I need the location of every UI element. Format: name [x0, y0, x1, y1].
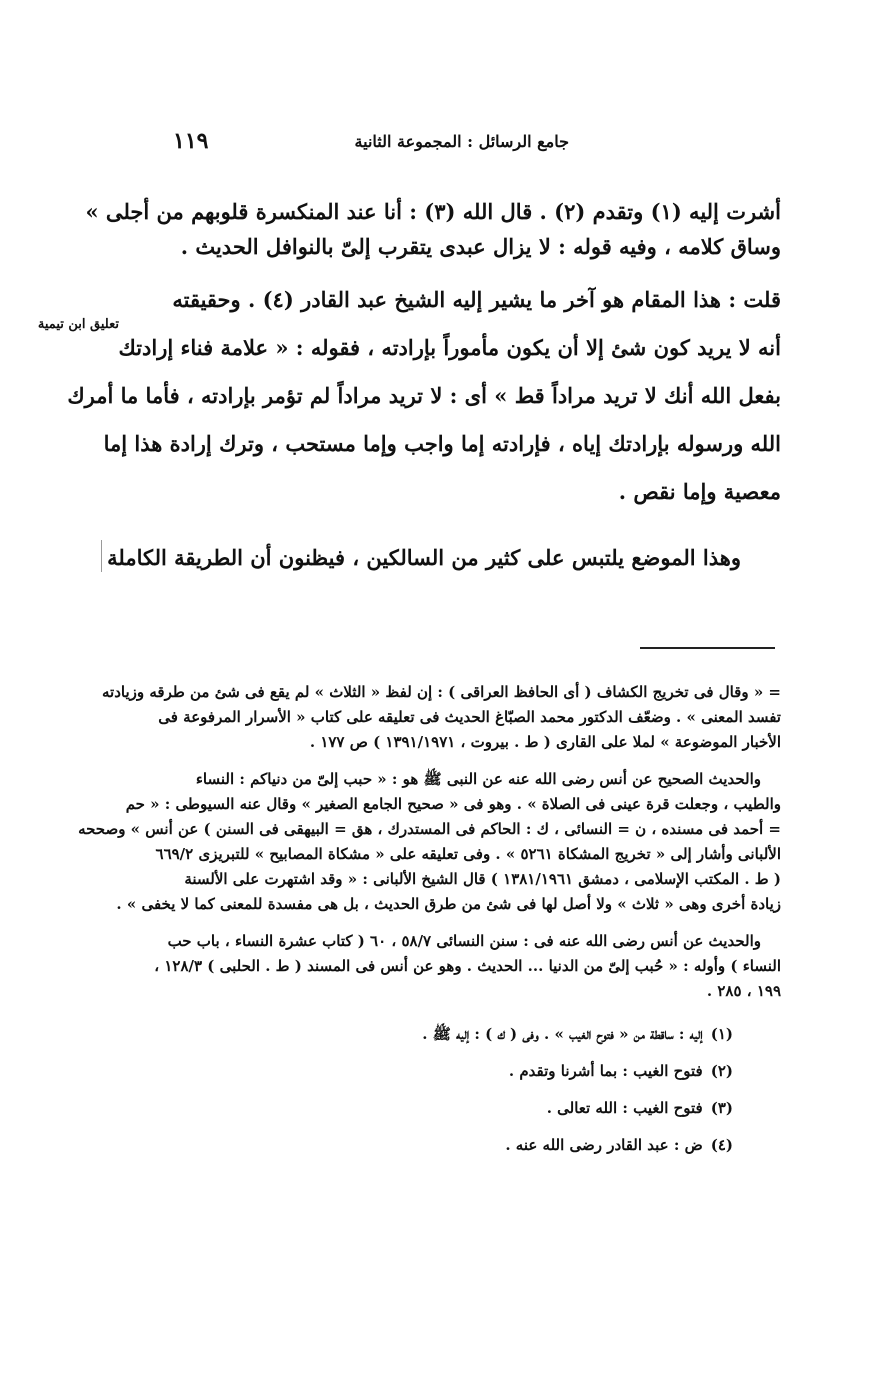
footnote-line: ( ط . المكتب الإسلامى ، دمشق ١٣٨١/١٩٦١ ) قال الشيخ الألبانى : « وقد اشتهرت على الألسنة — [184, 870, 781, 888]
page-number: ١١٩ — [173, 128, 209, 154]
main-line: بفعل الله أنك لا تريد مراداً قط » أى : لا تريد مراداً لم تؤمر بإرادته ، فأما ما أمرك — [67, 383, 781, 408]
main-line: أشرت إليه (١) وتقدم (٢) . قال الله (٣) : أنا عند المنكسرة قلوبهم من أجلى » — [85, 199, 781, 224]
main-line: الله ورسوله بإرادتك إياه ، فإرادته إما واجب وإما مستحب ، وترك إرادة هذا إما — [103, 431, 781, 456]
footnote-line: = « وقال فى تخريج الكشاف ( أى الحافظ العراقى ) : إن لفظ « الثلاث » لم يقع فى شئ من طرقه وزيادته — [102, 683, 781, 701]
main-line: قلت : هذا المقام هو آخر ما يشير إليه الشيخ عبد القادر (٤) . وحقيقته — [172, 287, 781, 312]
footnote-item — [90, 1016, 781, 1053]
main-line: وساق كلامه ، وفيه قوله : لا يزال عبدى يتقرب إلىّ بالنوافل الحديث . — [180, 234, 781, 259]
footnote-number: (٤) — [710, 1136, 733, 1154]
footnote-text: فتوح الغيب : الله تعالى . — [546, 1099, 703, 1117]
footnote-item — [90, 1127, 781, 1164]
footnote-number: (٣) — [710, 1099, 733, 1117]
numbered-footnotes — [90, 1016, 781, 1164]
footnote-text: ض : عبد القادر رضى الله عنه . — [505, 1136, 703, 1154]
footnote-text: إليه : ساقطة من « فتوح الغيب » . وفى ( ك ) : إليه ﷺ . — [422, 1025, 703, 1043]
margin-mark — [101, 540, 102, 572]
footnote-number: (١) — [710, 1025, 733, 1043]
footnote-line: الأخبار الموضوعة » لملا على القارى ( ط . بيروت ، ١٣٩١/١٩٧١ ) ص ١٧٧ . — [309, 733, 781, 751]
margin-note: تعليق ابن تيمية — [37, 317, 119, 332]
footnote-text: فتوح الغيب : بما أشرنا وتقدم . — [508, 1062, 703, 1080]
footnote-line: والحديث الصحيح عن أنس رضى الله عنه عن النبى ﷺ هو : « حبب إلىّ من دنياكم : النساء — [195, 770, 761, 788]
footnote-hadith-1 — [78, 767, 781, 917]
main-paragraph-1 — [85, 194, 781, 264]
footnote-line: تفسد المعنى » . وضعّف الدكتور محمد الصبّاغ الحديث فى تعليقه على كتاب « الأسرار المرفوعة فى — [158, 708, 781, 726]
footnote-line: زيادة أخرى وهى « ثلاث » ولا أصل لها فى شئ من طرق الحديث ، بل هى مفسدة للمعنى كما لا يخفى » . — [116, 895, 781, 913]
footnotes — [78, 680, 781, 1164]
footnote-line: والحديث عن أنس رضى الله عنه فى : سنن النسائى ٥٨/٧ ، ٦٠ ( كتاب عشرة النساء ، باب حب — [167, 932, 761, 950]
footnote-line: ١٩٩ ، ٢٨٥ . — [706, 982, 781, 1000]
footnote-line: النساء ) وأوله : « حُبب إلىّ من الدنيا ... الحديث . وهو عن أنس فى المسند ( ط . الحلبى ) ١٢٨/٣ ، — [154, 957, 781, 975]
footnote-item — [90, 1090, 781, 1127]
main-paragraph-3 — [107, 540, 781, 575]
footnote-number: (٢) — [710, 1062, 733, 1080]
main-line: وهذا الموضع يلتبس على كثير من السالكين ، فيظنون أن الطريقة الكاملة — [107, 545, 741, 570]
footnote-continuation — [90, 680, 781, 755]
running-header-title: جامع الرسائل : المجموعة الثانية — [354, 132, 569, 151]
main-line: أنه لا يريد كون شئ إلا أن يكون مأموراً بإرادته ، فقوله : « علامة فناء إرادتك — [118, 335, 781, 360]
footnote-item — [90, 1053, 781, 1090]
footnote-line: الألبانى وأشار إلى « تخريج المشكاة ٥٢٦١ » . وفى تعليقه على « مشكاة المصابيح » للتبريزى ٦٦٩/٢ — [155, 845, 781, 863]
footnote-line: = أحمد فى مسنده ، ن = النسائى ، ك : الحاكم فى المستدرك ، هق = البيهقى فى السنن ) عن أنس » وصححه — [78, 820, 781, 838]
footnote-line: والطيب ، وجعلت قرة عينى فى الصلاة » . وهو فى « صحيح الجامع الصغير » وقال عنه السيوطى : « حم — [125, 795, 781, 813]
footnote-hadith-2 — [90, 929, 781, 1004]
footnote-separator — [640, 647, 775, 649]
main-line: معصية وإما نقص . — [618, 479, 781, 504]
